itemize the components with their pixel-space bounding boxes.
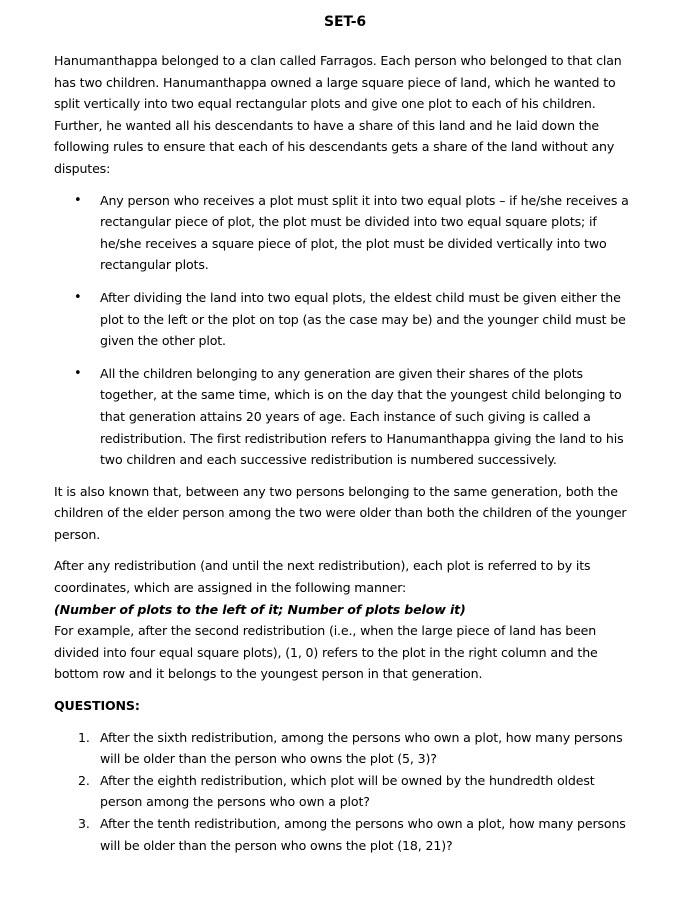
question-item [54,813,632,856]
rule-text: Any person who receives a plot must split it into two equal plots – if he/she receives a rectangular piece of plot, the plot must be divided into two equal square plots; if he/she receives a square piece of plot, the plot must be divided vertically into two rectangular plots. [100,192,629,273]
question-number: 2. [78,772,90,788]
rule-item [54,190,632,276]
rule-item [54,363,632,471]
intro-paragraph: Hanumanthappa belonged to a clan called Farragos. Each person who belonged to that clan has two children. Hanumanthappa owned a large square piece of land, which he wanted to split vertically into two equal rectangular plots and give one plot to each of his children. Further, he wanted all his descendants to have a share of this land and he laid down the following rules to ensure that each of his descendants gets a share of the land without any disputes: [54,53,622,176]
document-title: SET-6 [324,14,366,30]
coordinates-example: For example, after the second redistribution (i.e., when the large piece of land has been divided into four equal square plots), (1, 0) refers to the plot in the right column and the bottom row and it belongs to the youngest person in that generation. [54,623,598,682]
question-item [54,727,632,770]
rule-text: After dividing the land into two equal plots, the eldest child must be given either the plot to the left or the plot on top (as the case may be) and the younger child must be given the other plot. [100,289,626,349]
question-number: 3. [78,816,90,831]
coordinates-formula: (Number of plots to the left of it; Number of plots below it) [54,601,466,617]
bullet-icon: • [74,192,82,208]
rule-text: All the children belonging to any generation are given their shares of the plots together, at the same time, which is on the day that the youngest child belonging to that generation attains 20 years of age. Each instance of such giving is called a redistribution. The first redistribution refers to Hanumanthappa giving the land to his two children and each successive redistribution is numbered successively. [100,365,624,468]
bullet-icon: • [74,365,82,381]
question-item [54,770,632,813]
question-text: After the eighth redistribution, which plot will be owned by the hundredth oldest person among the persons who own a plot? [100,772,595,810]
question-text: After the tenth redistribution, among the persons who own a plot, how many persons will be older than the person who owns the plot (18, 21)? [100,816,626,853]
question-number: 1. [78,729,90,745]
bullet-icon: • [74,289,82,305]
rules-list [54,190,632,471]
question-text: After the sixth redistribution, among the persons who own a plot, how many persons will be older than the person who owns the plot (5, 3)? [100,729,623,767]
rule-item [54,287,632,352]
questions-list [54,727,632,857]
questions-heading: QUESTIONS: [54,698,140,714]
known-paragraph: It is also known that, between any two persons belonging to the same generation, both the children of the elder person among the two were older than both the children of the younger person. [54,483,627,542]
coordinates-intro: After any redistribution (and until the next redistribution), each plot is referred to by its coordinates, which are assigned in the following manner: [54,558,591,596]
